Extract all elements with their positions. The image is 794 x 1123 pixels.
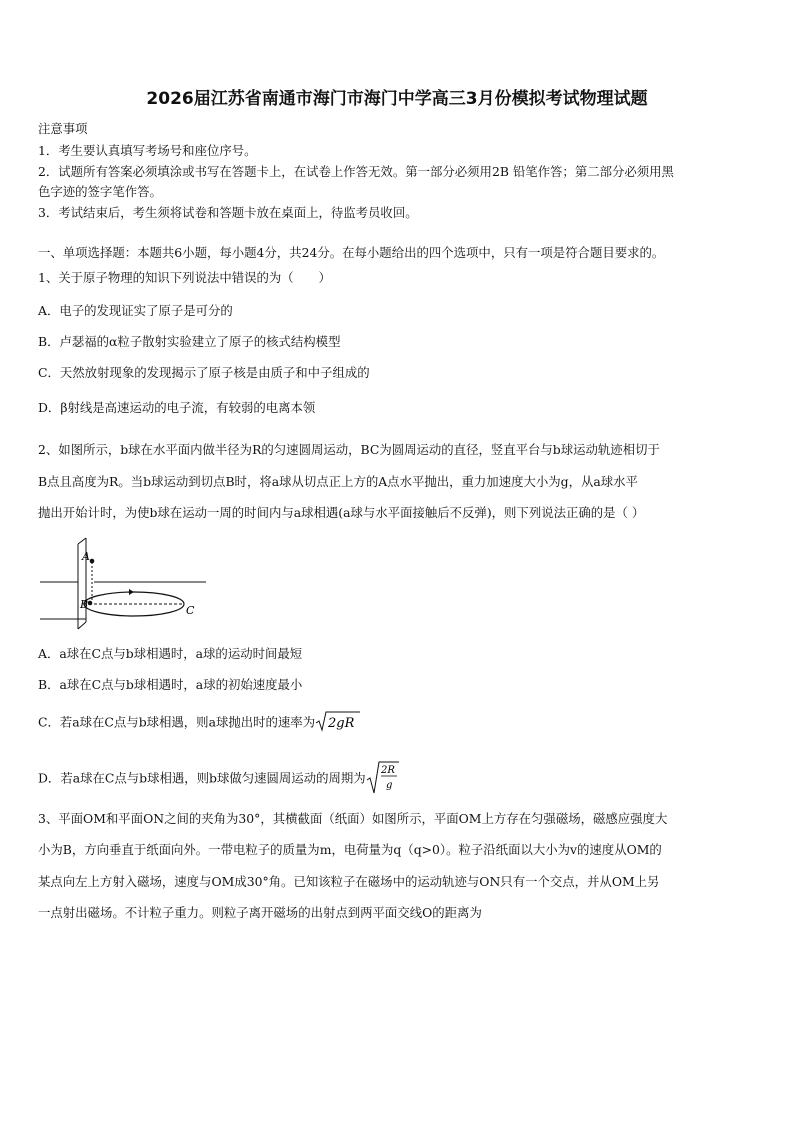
q3-line-1: 3、平面OM和平面ON之间的夹角为30°，其横截面（纸面）如图所示，平面OM上方存在匀强磁场，磁感应强度大	[38, 811, 668, 826]
q2-stem-line-3: 抛出开始计时，为使b球在运动一周的时间内与a球相遇(a球与水平面接触后不反弹)，则下列说法正确的是（ ）	[38, 505, 645, 520]
q2-option-d-text: D．若a球在C点与b球相遇，则b球做匀速圆周运动的周期为	[38, 770, 366, 786]
fraction-numerator: 2R	[380, 765, 395, 776]
q2-option-a: A．a球在C点与b球相遇时，a球的运动时间最短	[38, 646, 303, 661]
q1-option-b: B．卢瑟福的α粒子散射实验建立了原子的核式结构模型	[38, 334, 341, 349]
sqrt-2R-over-g	[366, 760, 400, 798]
ball-b	[88, 601, 93, 606]
platform-bottom-edge	[78, 622, 86, 629]
q2-option-b: B．a球在C点与b球相遇时，a球的初始速度最小	[38, 677, 303, 692]
q2-option-c-text: C．若a球在C点与b球相遇，则a球抛出时的速率为	[38, 714, 316, 730]
q2-option-c	[38, 710, 361, 736]
label-b: B	[80, 598, 89, 611]
platform-top-edge	[78, 538, 86, 544]
notice-item-2-cont: 色字迹的签字笔作答。	[38, 184, 162, 199]
q2-figure	[38, 534, 208, 634]
notice-item-1: 1．考生要认真填写考场号和座位序号。	[38, 143, 257, 158]
page-title: 2026届江苏省南通市海门市海门中学高三3月份模拟考试物理试题	[146, 89, 648, 109]
q1-option-d: D．β射线是高速运动的电子流，有较弱的电离本领	[38, 400, 316, 415]
q1-option-c: C．天然放射现象的发现揭示了原子核是由质子和中子组成的	[38, 365, 370, 380]
direction-arrow-icon	[129, 589, 134, 595]
label-a: A	[82, 550, 90, 563]
sqrt-2gR-radicand: 2gR	[328, 716, 355, 731]
q2-option-d	[38, 760, 400, 798]
fraction-denominator: g	[385, 780, 393, 791]
q3-line-2: 小为B，方向垂直于纸面向外。一带电粒子的质量为m，电荷量为q（q>0）。粒子沿纸面以大小为v的速度从OM的	[38, 842, 662, 857]
section-heading: 一、单项选择题：本题共6小题，每小题4分，共24分。在每小题给出的四个选项中，只有一项是符合题目要求的。	[38, 245, 665, 260]
notice-item-3: 3．考试结束后，考生须将试卷和答题卡放在桌面上，待监考员收回。	[38, 205, 418, 220]
notice-item-2: 2．试题所有答案必须填涂或书写在答题卡上，在试卷上作答无效。第一部分必须用2B 铅笔作答；第二部分必须用黑	[38, 164, 674, 179]
notice-heading: 注意事项	[38, 121, 88, 136]
q2-stem-line-2: B点且高度为R。当b球运动到切点B时，将a球从切点正上方的A点水平抛出，重力加速度大小为g，从a球水平	[38, 474, 638, 489]
q1-stem: 1、关于原子物理的知识下列说法中错误的为（ ）	[38, 270, 331, 285]
q2-stem-line-1: 2、如图所示，b球在水平面内做半径为R的匀速圆周运动，BC为圆周运动的直径，竖直平台与b球运动轨迹相切于	[38, 442, 660, 457]
q3-line-3: 某点向左上方射入磁场，速度与OM成30°角。已知该粒子在磁场中的运动轨迹与ON只有一个交点，并从OM上另	[38, 874, 660, 889]
q3-line-4: 一点射出磁场。不计粒子重力。则粒子离开磁场的出射点到两平面交线O的距离为	[38, 905, 482, 920]
q1-option-a: A．电子的发现证实了原子是可分的	[38, 303, 233, 318]
label-c: C	[186, 604, 195, 617]
sqrt-2gR	[315, 710, 361, 736]
ball-a	[90, 559, 95, 564]
